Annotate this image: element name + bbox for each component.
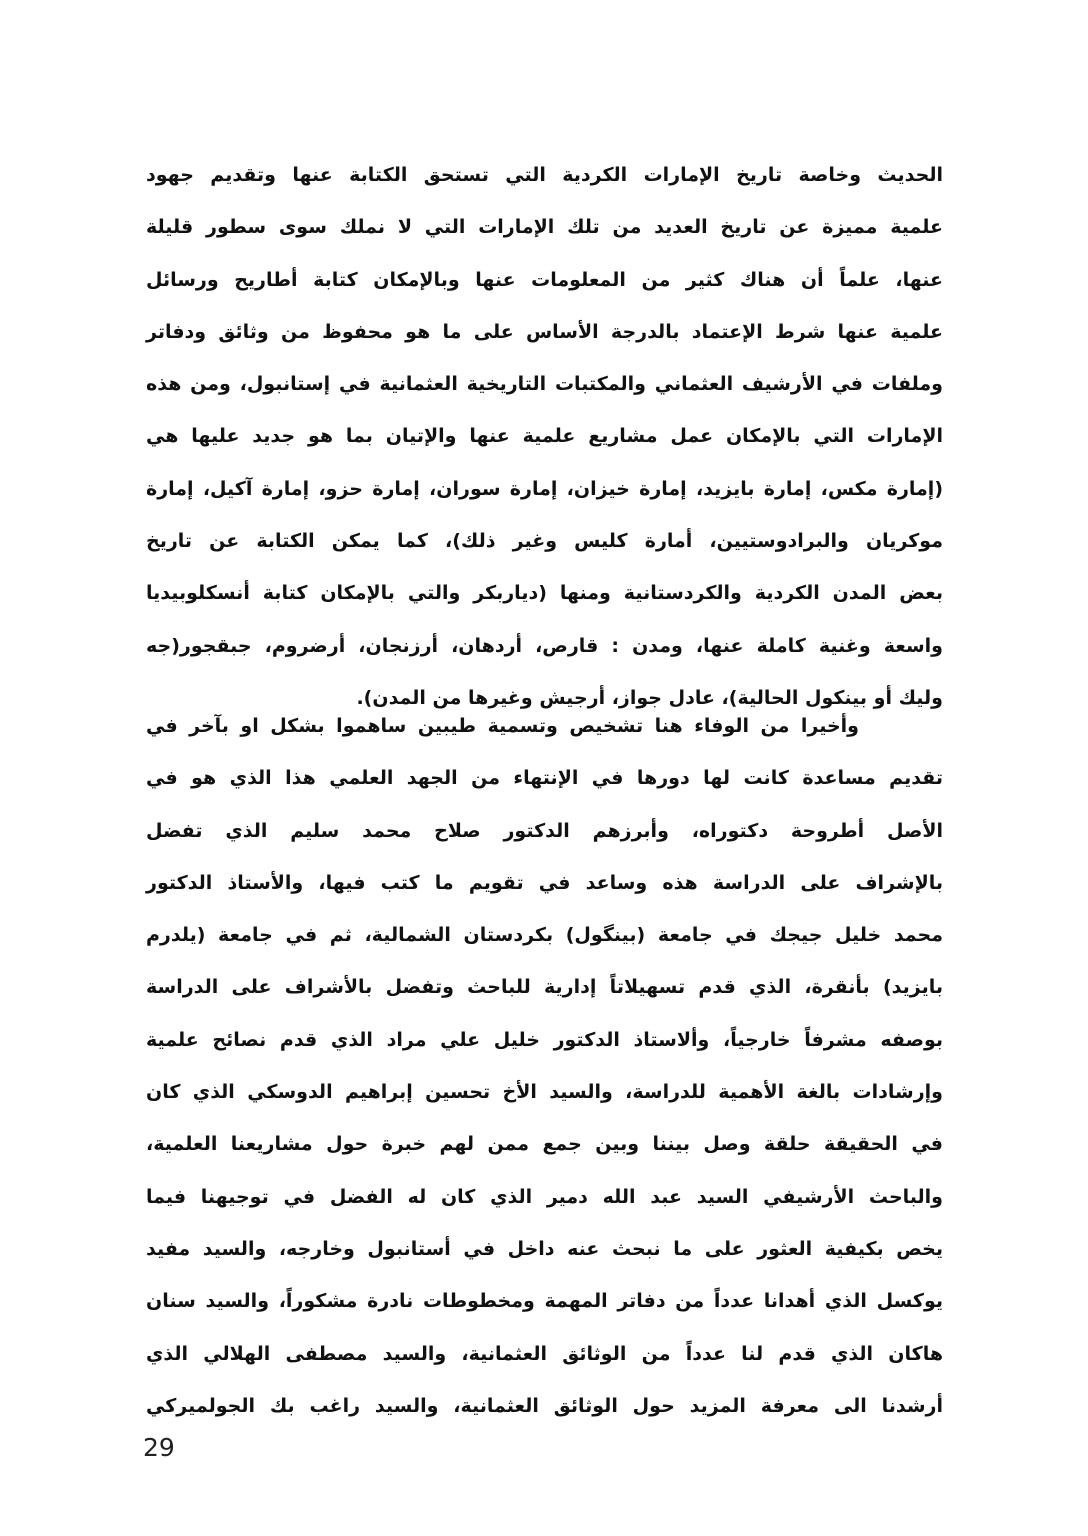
paragraph-acknowledgements (146, 700, 943, 1432)
text-line: وملفات في الأرشيف العثماني والمكتبات التاريخية العثمانية في إستانبول، ومن هذه (146, 373, 943, 396)
text-line: الأصل أطروحة دكتوراه، وأبرزهم الدكتور صلاح محمد سليم الذي تفضل (146, 819, 943, 842)
text-line: وليك أو بينكول الحالية)، عادل جواز، أرجيش وغيرها من المدن). (356, 686, 943, 709)
text-line: والباحث الأرشيفي السيد عبد الله دمير الذي كان له الفضل في توجيهنا فيما (146, 1185, 943, 1208)
text-line: محمد خليل جيجك في جامعة (بينگول) بكردستان الشمالية، ثم في جامعة (يلدرم (146, 924, 943, 947)
text-line: بايزيد) بأنقرة، الذي قدم تسهيلاتاً إدارية للباحث وتفضل بالأشراف على الدراسة (146, 976, 943, 999)
text-line: تقديم مساعدة كانت لها دورها في الإنتهاء من الجهد العلمي هذا الذي هو في (146, 767, 943, 790)
text-line: بالإشراف على الدراسة هذه وساعد في تقويم ما كتب فيها، والأستاذ الدكتور (146, 871, 943, 894)
text-line: (إمارة مكس، إمارة بايزيد، إمارة خيزان، إمارة سوران، إمارة حزو، إمارة آكيل، إمارة (146, 477, 943, 500)
text-line: علمية مميزة عن تاريخ العديد من تلك الإمارات التي لا نملك سوى سطور قليلة (146, 216, 943, 239)
text-line: الإمارات التي بالإمكان عمل مشاريع علمية عنها والإتيان بما هو جديد عليها هي (146, 425, 943, 448)
text-line: يخص بكيفية العثور على ما نبحث عنه داخل في أستانبول وخارجه، والسيد مفيد (146, 1237, 943, 1260)
text-line: عنها، علماً أن هناك كثير من المعلومات عنها وبالإمكان كتابة أطاريح ورسائل (146, 268, 943, 291)
text-line: وإرشادات بالغة الأهمية للدراسة، والسيد الأخ تحسين إبراهيم الدوسكي الذي كان (146, 1081, 943, 1104)
text-line: الحديث وخاصة تاريخ الإمارات الكردية التي تستحق الكتابة عنها وتقديم جهود (146, 164, 943, 186)
text-line: موكريان والبرادوستيين، أمارة كليس وغير ذلك)، كما يمكن الكتابة عن تاريخ (146, 530, 943, 553)
text-line: واسعة وغنية كاملة عنها، ومدن : قارص، أردهان، أرزنجان، أرضروم، جبقجور(جه (146, 634, 943, 657)
text-line: بعض المدن الكردية والكردستانية ومنها (دياربكر والتي بالإمكان كتابة أنسكلوبيديا (146, 582, 943, 605)
paragraph-emirates-history (146, 149, 943, 724)
text-line: أرشدنا الى معرفة المزيد حول الوثائق العثمانية، والسيد راغب بك الجولميركي (146, 1394, 943, 1417)
text-line: علمية عنها شرط الإعتماد بالدرجة الأساس على ما هو محفوظ من وثائق ودفاتر (146, 320, 943, 343)
text-line: بوصفه مشرفاً خارجياً، وألاستاذ الدكتور خليل علي مراد الذي قدم نصائح علمية (146, 1028, 943, 1051)
page-number: 29 (143, 1433, 175, 1462)
text-line: في الحقيقة حلقة وصل بيننا وبين جمع ممن لهم خبرة حول مشاريعنا العلمية، (146, 1133, 943, 1156)
text-line: هاكان الذي قدم لنا عدداً من الوثائق العثمانية، والسيد مصطفى الهلالي الذي (146, 1342, 943, 1365)
text-line: وأخيرا من الوفاء هنا تشخيص وتسمية طيبين ساهموا بشكل او بآخر في (146, 715, 859, 737)
text-line: يوكسل الذي أهدانا عدداً من دفاتر المهمة ومخطوطات نادرة مشكوراً، والسيد سنان (146, 1290, 943, 1313)
